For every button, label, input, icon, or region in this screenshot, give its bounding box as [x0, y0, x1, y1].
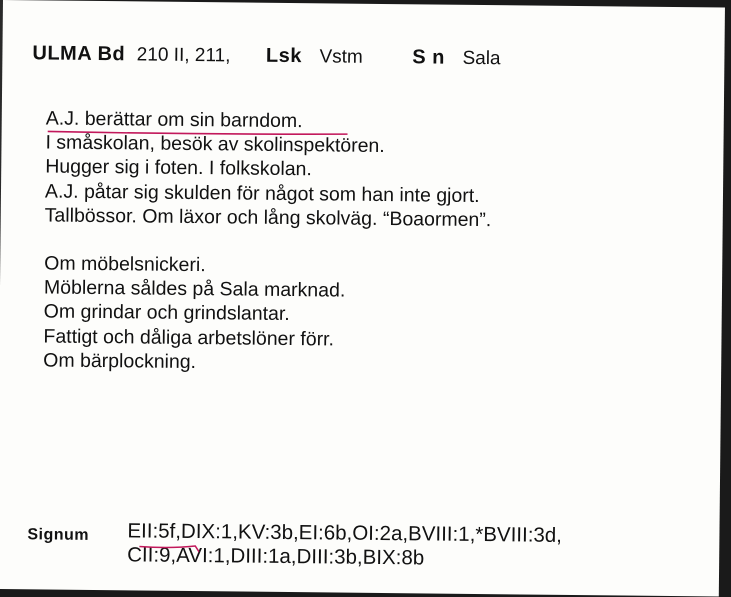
body-line: Möblerna såldes på Sala marknad. [43, 276, 346, 302]
signum-line: CII:9,AVI:1,DIII:1a,DIII:3b,BIX:8b [127, 543, 425, 570]
sn-value: Sala [462, 47, 501, 70]
body-line: Tallbössor. Om läxor och lång skolväg. “Boaormen”. [44, 204, 492, 231]
bd-value: 210 II, 211, [136, 44, 231, 67]
card-header [32, 42, 500, 70]
signum-line: EII:5f,DIX:1,KV:3b,EI:6b,OI:2a,BVIII:1,*BVIII:3d, [127, 519, 563, 547]
signum-underline [139, 542, 199, 553]
body-line: Om möbelsnickeri. [44, 252, 206, 277]
body-line: A.J. berättar om sin barndom. [45, 107, 303, 133]
body-line: Fattigt och dåliga arbetslöner förr. [43, 325, 335, 351]
lsk-value: Vstm [319, 46, 363, 68]
lsk-label: Lsk [265, 44, 303, 68]
body-line: Om bärplockning. [43, 349, 197, 373]
body-line: Om grindar och grindslantar. [43, 300, 290, 326]
bd-label: ULMA Bd [32, 42, 126, 66]
body-line: I småskolan, besök av skolinspektören. [45, 131, 385, 158]
signum-label: Signum [27, 526, 90, 544]
sn-label: S n [412, 46, 446, 69]
card-body [43, 106, 492, 377]
body-line: Hugger sig i foten. I folkskolan. [45, 155, 312, 181]
body-line: A.J. påtar sig skulden för något som han inte gjort. [44, 180, 480, 207]
